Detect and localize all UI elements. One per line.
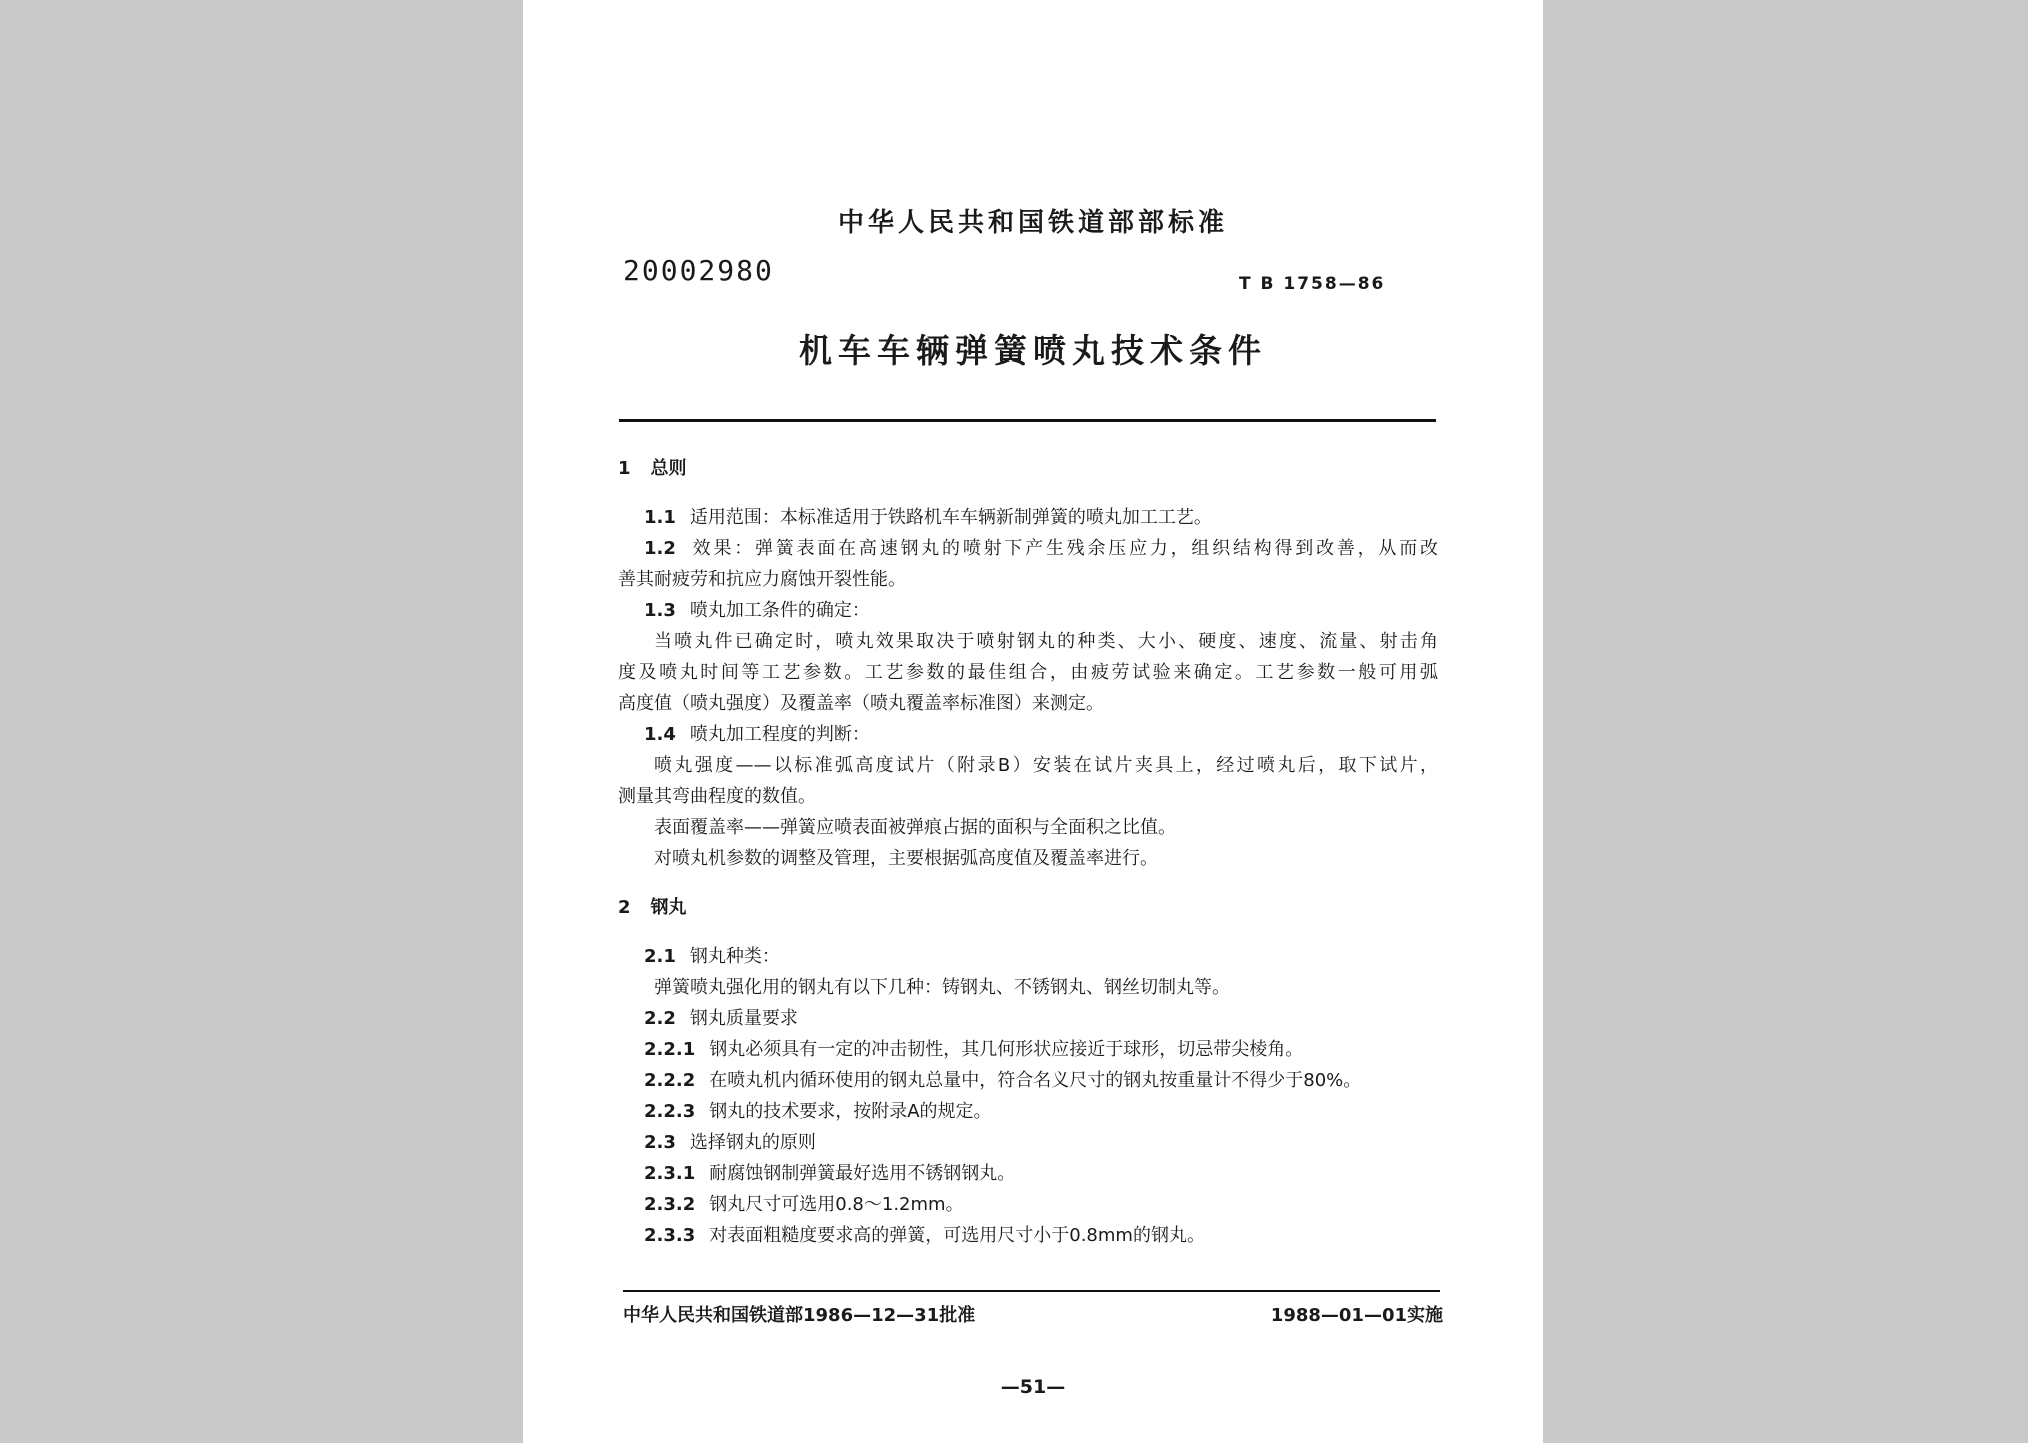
document-body: [618, 453, 1438, 1251]
header-rule: [619, 419, 1436, 422]
clause: 2.3.1 耐腐蚀钢制弹簧最好选用不锈钢钢丸。: [644, 1163, 1016, 1184]
clause: 1.1 适用范围：本标准适用于铁路机车车辆新制弹簧的喷丸加工工艺。: [644, 507, 1212, 528]
clause: 1.4 喷丸加工程度的判断：: [644, 724, 870, 745]
clause: 2.3.2 钢丸尺寸可选用0.8～1.2mm。: [644, 1194, 964, 1215]
clause: 2.2.2 在喷丸机内循环使用的钢丸总量中，符合名义尺寸的钢丸按重量计不得少于80%。: [644, 1070, 1362, 1091]
paragraph-line: 弹簧喷丸强化用的钢丸有以下几种：铸钢丸、不锈钢丸、钢丝切制丸等。: [654, 977, 1230, 998]
clause: 1.3 喷丸加工条件的确定：: [644, 600, 870, 621]
approval-line: 中华人民共和国铁道部1986—12—31批准: [623, 1305, 976, 1326]
document-number: 20002980: [623, 254, 774, 287]
standard-org-heading: 中华人民共和国铁道部部标准: [837, 208, 1228, 238]
clause: 2.1 钢丸种类：: [644, 946, 780, 967]
paragraph-line: 当喷丸件已确定时，喷丸效果取决于喷射钢丸的种类、大小、硬度、速度、流量、射击角: [654, 631, 1438, 652]
paragraph-line: 测量其弯曲程度的数值。: [618, 786, 816, 807]
clause: 2.3 选择钢丸的原则: [644, 1132, 816, 1153]
clause: 2.2 钢丸质量要求: [644, 1008, 798, 1029]
footer-rule: [623, 1290, 1440, 1292]
clause-continuation: 善其耐疲劳和抗应力腐蚀开裂性能。: [618, 569, 906, 590]
document-page: [523, 0, 1543, 1443]
document-title: 机车车辆弹簧喷丸技术条件: [799, 331, 1267, 370]
clause: 2.2.3 钢丸的技术要求，按附录A的规定。: [644, 1101, 992, 1122]
paragraph-line: 对喷丸机参数的调整及管理，主要根据弧高度值及覆盖率进行。: [654, 848, 1158, 869]
section-heading: 2 钢丸: [618, 897, 687, 918]
paragraph-line: 高度值（喷丸强度）及覆盖率（喷丸覆盖率标准图）来测定。: [618, 693, 1104, 714]
standard-code: T B 1758—86: [1239, 274, 1386, 294]
paragraph-line: 表面覆盖率——弹簧应喷表面被弹痕占据的面积与全面积之比值。: [654, 817, 1176, 838]
effective-date: 1988—01—01实施: [1270, 1305, 1443, 1326]
page-number: —51—: [1000, 1376, 1066, 1398]
clause: 1.2 效果：弹簧表面在高速钢丸的喷射下产生残余压应力，组织结构得到改善，从而改: [644, 538, 1438, 559]
clause: 2.3.3 对表面粗糙度要求高的弹簧，可选用尺寸小于0.8mm的钢丸。: [644, 1225, 1205, 1246]
paragraph-line: 喷丸强度——以标准弧高度试片（附录B）安装在试片夹具上，经过喷丸后，取下试片，: [654, 755, 1438, 776]
paragraph-line: 度及喷丸时间等工艺参数。工艺参数的最佳组合，由疲劳试验来确定。工艺参数一般可用弧: [618, 662, 1438, 683]
section-heading: 1 总则: [618, 458, 687, 479]
clause: 2.2.1 钢丸必须具有一定的冲击韧性，其几何形状应接近于球形，切忌带尖棱角。: [644, 1039, 1304, 1060]
